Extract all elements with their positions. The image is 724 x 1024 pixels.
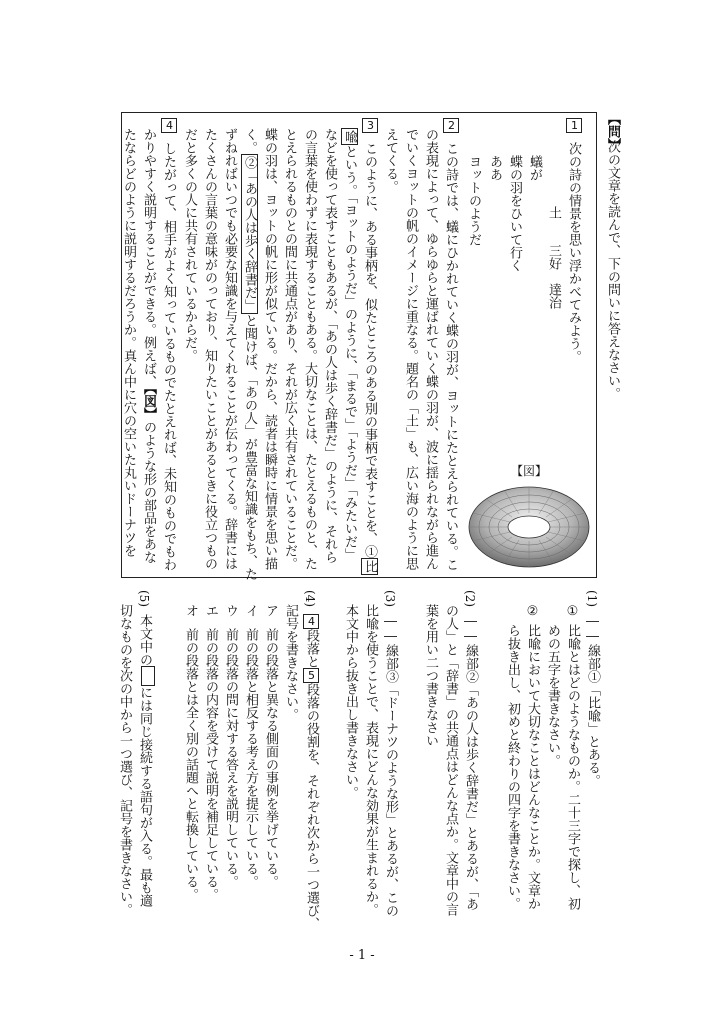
q1a-mark: ① xyxy=(565,604,580,619)
aru-jisho-boxed xyxy=(241,154,258,314)
q5-line1-pre: 本文中の xyxy=(137,614,152,666)
p3-line10: だと多くの人に共有されているからだ。 xyxy=(182,128,197,362)
opt-o-text: 前の段落とは全く別の話題へと転換している。 xyxy=(183,628,198,901)
q1b-line1: 比喩において大切なことはどんなことか。文章か xyxy=(525,624,540,910)
q2-line2: の人」と「辞書」の共通点はどんな点か。文章中の言 xyxy=(443,604,458,916)
torus-hole xyxy=(508,516,550,538)
q5-line2: 切なものを次の中から一つ選び、記号を書きなさい。 xyxy=(117,604,132,916)
q1b-line2: ら抜き出し、初めと終わりの四字を書きなさい。 xyxy=(505,624,520,910)
answer-blank-box xyxy=(141,666,155,686)
p3-line1 xyxy=(362,142,376,575)
poem-author: 三好 達治 xyxy=(546,244,561,309)
para-4-num: 4 xyxy=(161,118,177,133)
p3-line3: などを使って表すこともあるが、「あの人は歩く辞書だ」のように、それら xyxy=(322,128,337,564)
opt-e-mark: エ xyxy=(203,604,218,617)
q3-num: (3) xyxy=(383,590,397,607)
instruction: 次の文章を読んで、下の問いに答えなさい。 xyxy=(605,140,620,400)
p3-line2-text: という。「ヨットのようだ」のように、「まるで」「ようだ」「みたいだ」 xyxy=(342,145,357,561)
question-label: 【問】 xyxy=(605,112,620,151)
q2-line3: 葉を用い二つ書きなさい xyxy=(423,604,438,747)
hiyu-boxed-top: 比 xyxy=(362,560,377,573)
p2-line2: の表現によって、ゆらゆらと運ばれていく蝶の羽が、波に揺られながら進ん xyxy=(423,128,438,570)
p3-line2 xyxy=(342,128,356,561)
opt-i-mark: イ xyxy=(243,604,258,617)
opt-u-text: 前の段落の問に対する答えを説明している。 xyxy=(223,628,238,888)
q5-num: (5) xyxy=(137,590,151,607)
para-1-num-wrap xyxy=(566,118,582,133)
p2-line4: えてくる。 xyxy=(383,128,398,193)
p3-line5: とえられるものとの間に共通点があり、それが広く共有されていることだ。 xyxy=(282,128,297,570)
poem-title: 土 xyxy=(546,206,561,219)
p1-line1: 次の詩の情景を思い浮かべてみよう。 xyxy=(566,142,581,363)
opt-i-text: 前の段落と相反する考え方を提示している。 xyxy=(243,628,258,888)
p4-line2-pre: かりやすく説明することができる。例えば、 xyxy=(141,128,156,388)
figure-ref: 【図】 xyxy=(141,388,156,421)
q5-line1-post: には同じ接続する語句が入る。最も適 xyxy=(137,686,152,907)
page-number: - 1 - xyxy=(349,948,375,963)
poem-line-1: 蟻が xyxy=(527,155,542,181)
p3-line7-post: と聞けば、「あの人」が豊富な知識をもち、た xyxy=(242,314,257,581)
q4-line2: 記号を書きなさい。 xyxy=(283,604,298,721)
p2-line1: この詩では、蟻にひかれていく蝶の羽が、ヨットにたとえられている。こ xyxy=(443,142,458,571)
q4-box-5: 5 xyxy=(303,668,319,683)
q1-text: ――線部①「比喩」とある。 xyxy=(585,614,600,787)
p3-line1-text: このように、ある事柄を、似たところのある別の事柄で表すことを、 xyxy=(362,142,377,545)
q1a-line1: 比喩とはどのようなものか。二十三字で探し、初 xyxy=(565,624,580,910)
q1a-line2: めの五字を書きなさい。 xyxy=(545,624,560,767)
q5-line1 xyxy=(137,614,155,907)
p3-boxed-2-text: 「あの人は歩く辞書だ」 xyxy=(242,169,257,312)
p2-line3: でいくヨットの帆のイメージに重なる。題名の「土」も、広い海のように思 xyxy=(403,128,418,570)
q4-line1-post: 段落の役割を、それぞれ次から一つ選び、 xyxy=(304,683,319,930)
q1b-mark: ② xyxy=(525,604,540,619)
q3-line2: 比喩を使うことで、表現にどんな効果が生まれるか。 xyxy=(363,604,378,916)
opt-u-mark: ウ xyxy=(223,604,238,617)
torus-figure xyxy=(466,464,592,576)
para-1-num: 1 xyxy=(566,118,582,133)
p4-line2 xyxy=(141,128,155,564)
p3-line7-pre: く。 xyxy=(242,128,257,154)
q3-line3: 本文中から抜き出し書きなさい。 xyxy=(343,604,358,799)
opt-a-mark: ア xyxy=(263,604,278,617)
p3-line7 xyxy=(242,128,256,581)
para-4-num-wrap xyxy=(161,118,177,133)
p3-line6: 蝶の羽は、ヨットの帆に形が似ている。だから、読者は瞬時に情景を思い描 xyxy=(262,128,277,570)
q3-line1: ――線部③「ドーナツのような形」とあるが、この xyxy=(383,614,398,917)
q2-num: (2) xyxy=(463,590,477,607)
p3-mark-2: ② xyxy=(242,156,257,169)
para-2-num-wrap xyxy=(443,118,459,133)
para-2-num: 2 xyxy=(443,118,459,133)
para-3-num: 3 xyxy=(362,118,378,133)
opt-a-text: 前の段落と異なる側面の事例を挙げている。 xyxy=(263,628,278,888)
poem-line-4: ヨットのようだ xyxy=(466,155,481,246)
q4-box-4: 4 xyxy=(303,614,319,629)
para-3-num-wrap xyxy=(362,118,378,133)
p3-line9: たくさんの言葉の意味がのっており、知りたいことがあるときに役立つもの xyxy=(202,128,217,570)
torus-illustration xyxy=(466,478,592,576)
poem-line-2: 蝶の羽をひいて行く xyxy=(507,155,522,272)
figure-label: 【図】 xyxy=(510,464,547,478)
hiyu-boxed-bottom: 喩 xyxy=(342,130,357,143)
q1-num: (1) xyxy=(585,590,599,607)
opt-o-mark: オ xyxy=(183,604,198,617)
p4-line3: たならどのように説明するだろうか。真ん中に穴の空いた丸いドーナツを xyxy=(121,128,136,557)
p3-line4: の言葉を使わずに表現することもある。大切なことは、たとえるものと、た xyxy=(302,128,317,570)
poem-line-3: ああ xyxy=(487,155,502,181)
q4-line1 xyxy=(303,614,319,930)
q4-mid: 段落と xyxy=(304,629,319,668)
p4-line2-post: のような形の部品をあな xyxy=(141,420,156,564)
p3-line8: ずねればいつでも必要な知識を与えてくれることが伝わってくる。辞書には xyxy=(222,128,237,570)
p4-line1: したがって、相手がよく知っているものでたとえれば、未知のものでもわ xyxy=(161,142,176,571)
q4-num: (4) xyxy=(303,590,317,607)
q2-line1: ――線部②「あの人は歩く辞書だ」とあるが、「あ xyxy=(463,614,478,911)
p3-mark-1: ① xyxy=(362,545,377,558)
opt-e-text: 前の段落の内容を受けて説明を補足している。 xyxy=(203,628,218,901)
